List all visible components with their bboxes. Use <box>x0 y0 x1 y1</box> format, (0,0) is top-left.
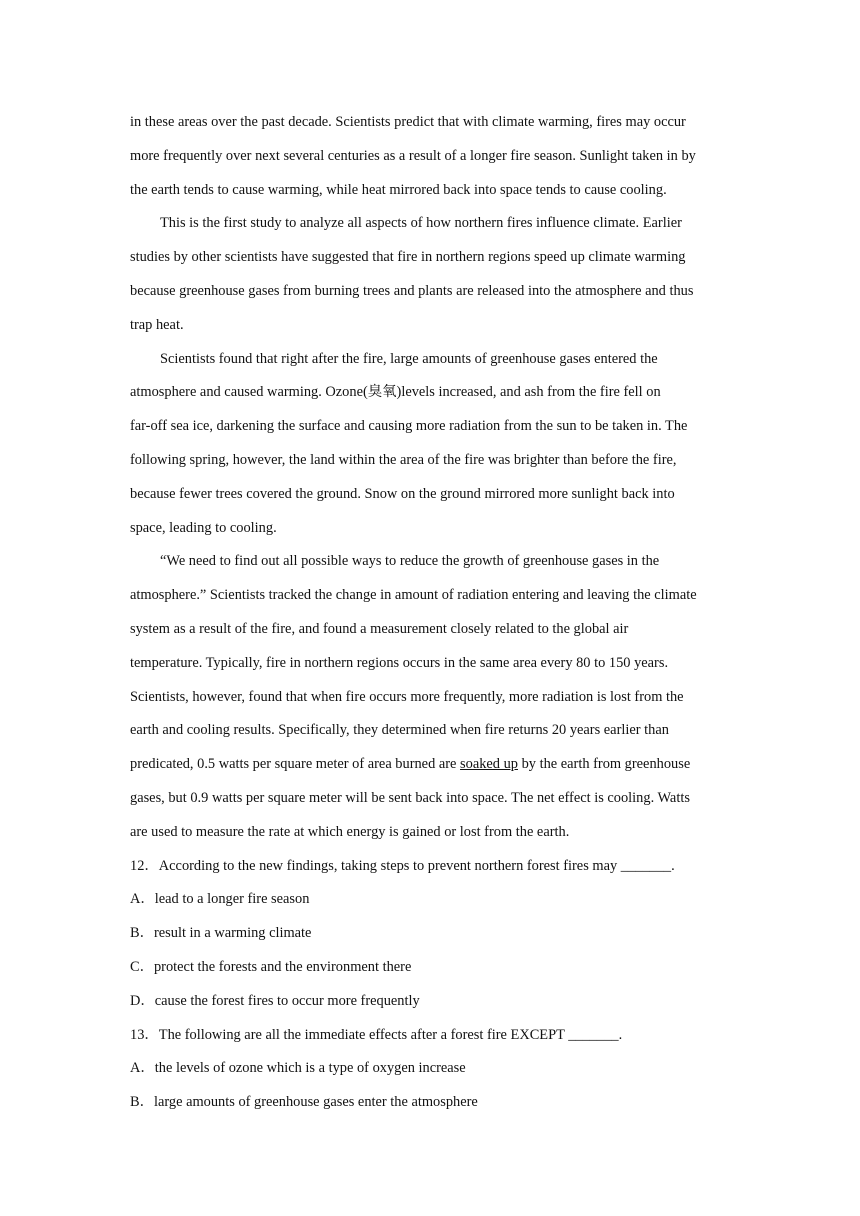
question-13 <box>130 1019 730 1120</box>
paragraph-2 <box>130 207 730 342</box>
question-12 <box>130 850 730 1019</box>
text-line: space, leading to cooling. <box>130 519 277 536</box>
paragraph-3 <box>130 343 730 546</box>
option-b: B．result in a warming climate <box>130 925 312 942</box>
text-line: because fewer trees covered the ground. Snow on the ground mirrored more sunlight back into <box>130 485 675 502</box>
text-line: far-off sea ice, darkening the surface and causing more radiation from the sun to be taken in. The <box>130 418 688 435</box>
text-line <box>130 748 730 782</box>
text-line: the earth tends to cause warming, while heat mirrored back into space tends to cause cooling. <box>130 181 667 198</box>
question-stem: 12．According to the new findings, taking steps to prevent northern forest fires may _______. <box>130 857 675 874</box>
text-line: system as a result of the fire, and found a measurement closely related to the global air <box>130 620 629 637</box>
option-a: A．the levels of ozone which is a type of oxygen increase <box>130 1060 466 1077</box>
text-line: “We need to find out all possible ways to reduce the growth of greenhouse gases in the <box>160 553 660 570</box>
text-line: following spring, however, the land within the area of the fire was brighter than before the fire, <box>130 451 677 468</box>
document-page <box>130 106 730 1120</box>
text-line: Scientists, however, found that when fire occurs more frequently, more radiation is lost from the <box>130 688 684 705</box>
question-stem: 13．The following are all the immediate effects after a forest fire EXCEPT _______. <box>130 1026 623 1043</box>
option-c: C．protect the forests and the environment there <box>130 958 412 975</box>
text-line: atmosphere.” Scientists tracked the change in amount of radiation entering and leaving the climate <box>130 587 697 604</box>
text-line: This is the first study to analyze all aspects of how northern fires influence climate. Earlier <box>160 215 682 232</box>
text-line: in these areas over the past decade. Scientists predict that with climate warming, fires may occur <box>130 114 686 130</box>
text-segment: predicated, 0.5 watts per square meter of area burned are <box>130 756 461 773</box>
option-b: B．large amounts of greenhouse gases enter the atmosphere <box>130 1094 478 1111</box>
text-line: temperature. Typically, fire in northern regions occurs in the same area every 80 to 150 years. <box>130 654 669 671</box>
text-line: earth and cooling results. Specifically, they determined when fire returns 20 years earlier than <box>130 722 669 739</box>
option-a: A．lead to a longer fire season <box>130 891 310 908</box>
text-line: more frequently over next several centuries as a result of a longer fire season. Sunlight taken in by <box>130 147 696 164</box>
text-line: Scientists found that right after the fire, large amounts of greenhouse gases entered the <box>160 350 658 367</box>
text-line: atmosphere and caused warming. Ozone(臭氧)levels increased, and ash from the fire fell on <box>130 384 661 401</box>
paragraph-4 <box>130 545 730 849</box>
underlined-phrase: soaked up <box>460 756 518 773</box>
text-line: gases, but 0.9 watts per square meter will be sent back into space. The net effect is cooling. Watts <box>130 789 690 806</box>
text-line: because greenhouse gases from burning trees and plants are released into the atmosphere and thus <box>130 282 694 299</box>
text-line: are used to measure the rate at which energy is gained or lost from the earth. <box>130 823 570 840</box>
text-line: studies by other scientists have suggested that fire in northern regions speed up climate warming <box>130 249 686 266</box>
text-segment: by the earth from greenhouse <box>517 756 691 773</box>
option-d: D．cause the forest fires to occur more frequently <box>130 992 420 1009</box>
text-line: trap heat. <box>130 316 184 333</box>
paragraph-1 <box>130 106 730 207</box>
